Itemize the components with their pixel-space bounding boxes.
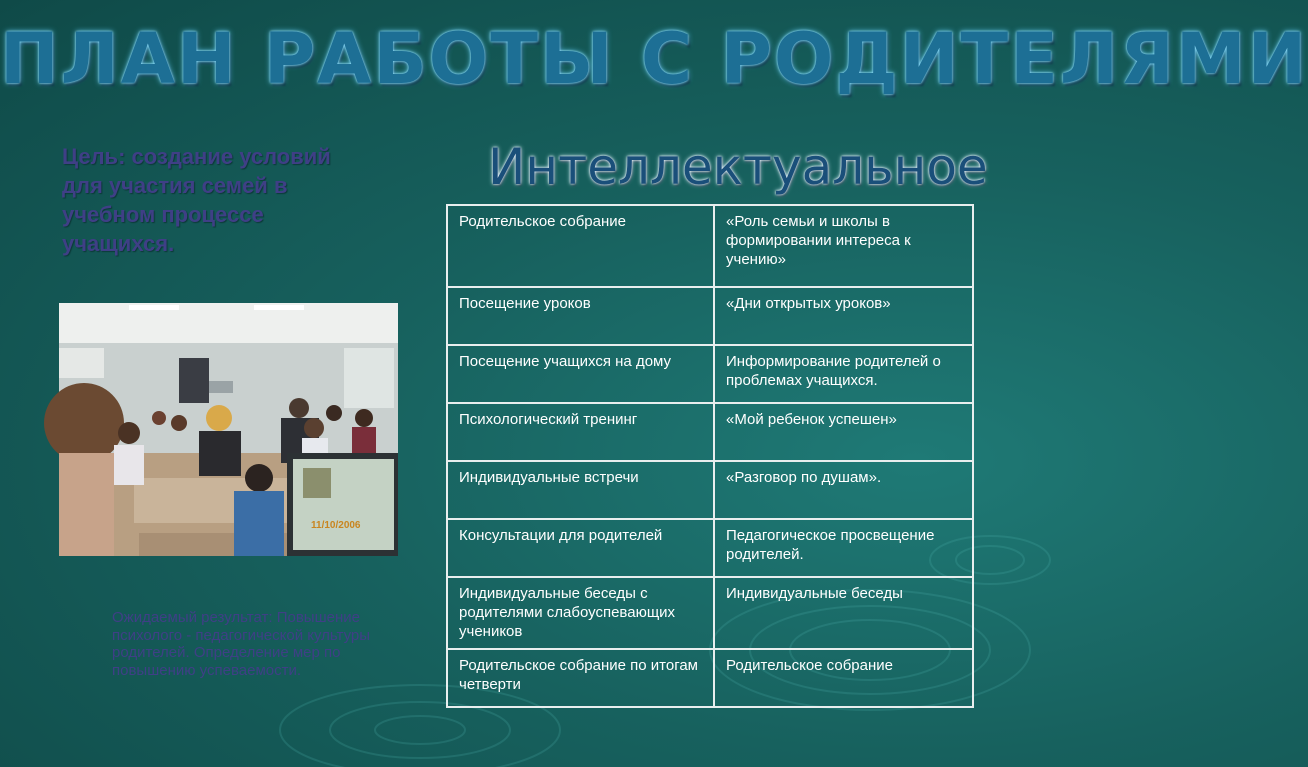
table-cell-content: «Роль семьи и школы в формировании интереса к учению» [714,205,973,287]
table-row [447,577,973,649]
table-cell-form: Консультации для родителей [447,519,714,577]
slide-subtitle: Интеллектуальное [488,138,988,196]
table-cell-form: Родительское собрание [447,205,714,287]
table-row [447,519,973,577]
table-row [447,287,973,345]
table-cell-content: Родительское собрание [714,649,973,707]
classroom-photo [59,303,398,556]
table-cell-form: Психологический тренинг [447,403,714,461]
table-cell-content: Педагогическое просвещение родителей. [714,519,973,577]
table-cell-content: «Разговор по душам». [714,461,973,519]
table-cell-content: «Мой ребенок успешен» [714,403,973,461]
table-cell-form: Индивидуальные беседы с родителями слабоуспевающих учеников [447,577,714,649]
work-plan-table [446,204,974,708]
table-row [447,403,973,461]
goal-text: Цель: создание условий для участия семей в учебном процессе учащихся. [62,144,331,256]
table-cell-content: Информирование родителей о проблемах учащихся. [714,345,973,403]
table-cell-form: Индивидуальные встречи [447,461,714,519]
table-cell-content: Индивидуальные беседы [714,577,973,649]
table-row [447,461,973,519]
slide-title: ПЛАН РАБОТЫ С РОДИТЕЛЯМИ [0,18,1308,100]
table-row [447,345,973,403]
table-cell-form: Посещение учащихся на дому [447,345,714,403]
table-cell-form: Родительское собрание по итогам четверти [447,649,714,707]
photo-date-stamp: 11/10/2006 [311,520,361,531]
expected-result-text: Ожидаемый результат: Повышение психолого - педагогической культуры родителей. Определение мер по повышению успеваемости. [112,609,371,679]
table-cell-content: «Дни открытых уроков» [714,287,973,345]
table-row [447,205,973,287]
table-row [447,649,973,707]
table-cell-form: Посещение уроков [447,287,714,345]
